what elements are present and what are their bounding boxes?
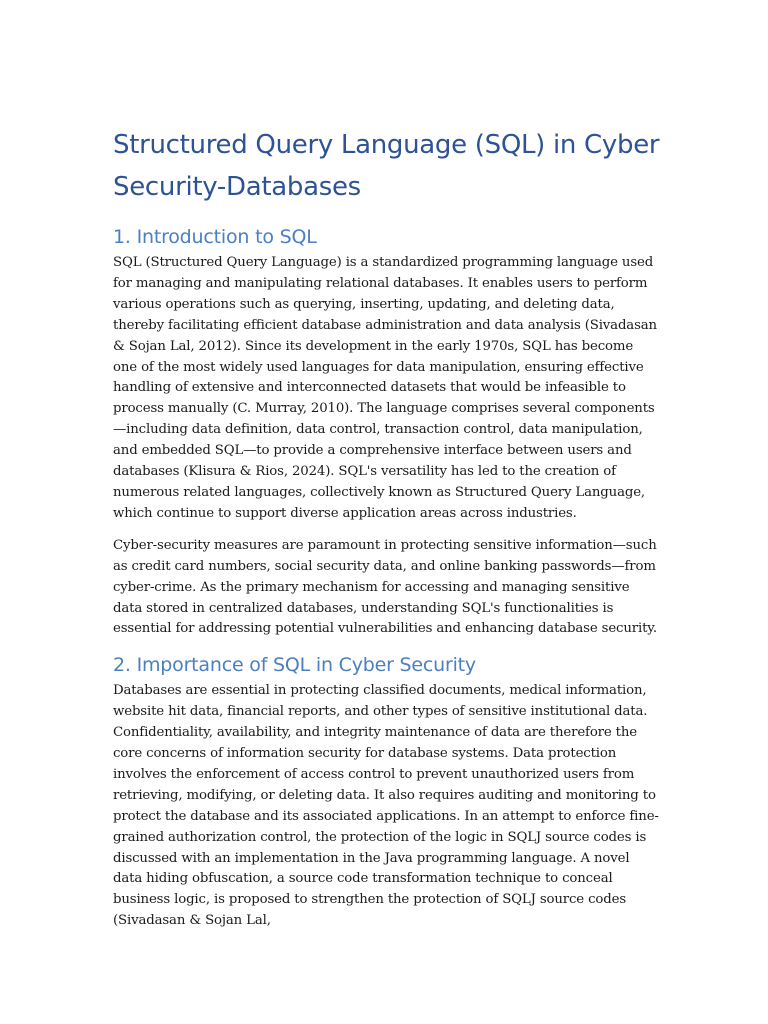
document-page bbox=[113, 124, 661, 943]
paragraph: SQL (Structured Query Language) is a standardized programming language used for managing and manipulating relational databases. It enables users to perform various operations such as querying, inserting, updating, and deleting data, thereby facilitating efficient database administration and data analysis (Sivadasan & Sojan Lal, 2012). Since its development in the early 1970s, SQL has become one of the most widely used languages for data manipulation, ensuring effective handling of extensive and interconnected datasets that would be infeasible to process manually (C. Murray, 2010). The language comprises several components—including data definition, data control, transaction control, data manipulation, and embedded SQL—to provide a comprehensive interface between users and databases (Klisura & Rios, 2024). SQL's versatility has led to the creation of numerous related languages, collectively known as Structured Query Language, which continue to support diverse application areas across industries. bbox=[113, 255, 657, 521]
section-heading: 1. Introduction to SQL bbox=[113, 226, 317, 248]
document-title: Structured Query Language (SQL) in Cyber Security-Databases bbox=[113, 130, 660, 202]
section-introduction bbox=[113, 223, 661, 640]
paragraph: Cyber-security measures are paramount in protecting sensitive information—such as credit card numbers, social security data, and online banking passwords—from cyber-crime. As the primary mechanism for accessing and managing sensitive data stored in centralized databases, understanding SQL's functionalities is essential for addressing potential vulnerabilities and enhancing database security. bbox=[113, 537, 657, 637]
section-heading: 2. Importance of SQL in Cyber Security bbox=[113, 654, 476, 677]
section-importance bbox=[113, 651, 661, 932]
paragraph: Databases are essential in protecting classified documents, medical information, website hit data, financial reports, and other types of sensitive institutional data. Confidentiality, availability, and integrity maintenance of data are therefore the core concerns of information security for database systems. Data protection involves the enforcement of access control to prevent unauthorized users from retrieving, modifying, or deleting data. It also requires auditing and monitoring to protect the database and its associated applications. In an attempt to enforce fine-grained authorization control, the protection of the logic in SQLJ source codes is discussed with an implementation in the Java programming language. A novel data hiding obfuscation, a source code transformation technique to conceal business logic, is proposed to strengthen the protection of SQLJ source codes (Sivadasan & Sojan Lal, bbox=[113, 683, 659, 929]
